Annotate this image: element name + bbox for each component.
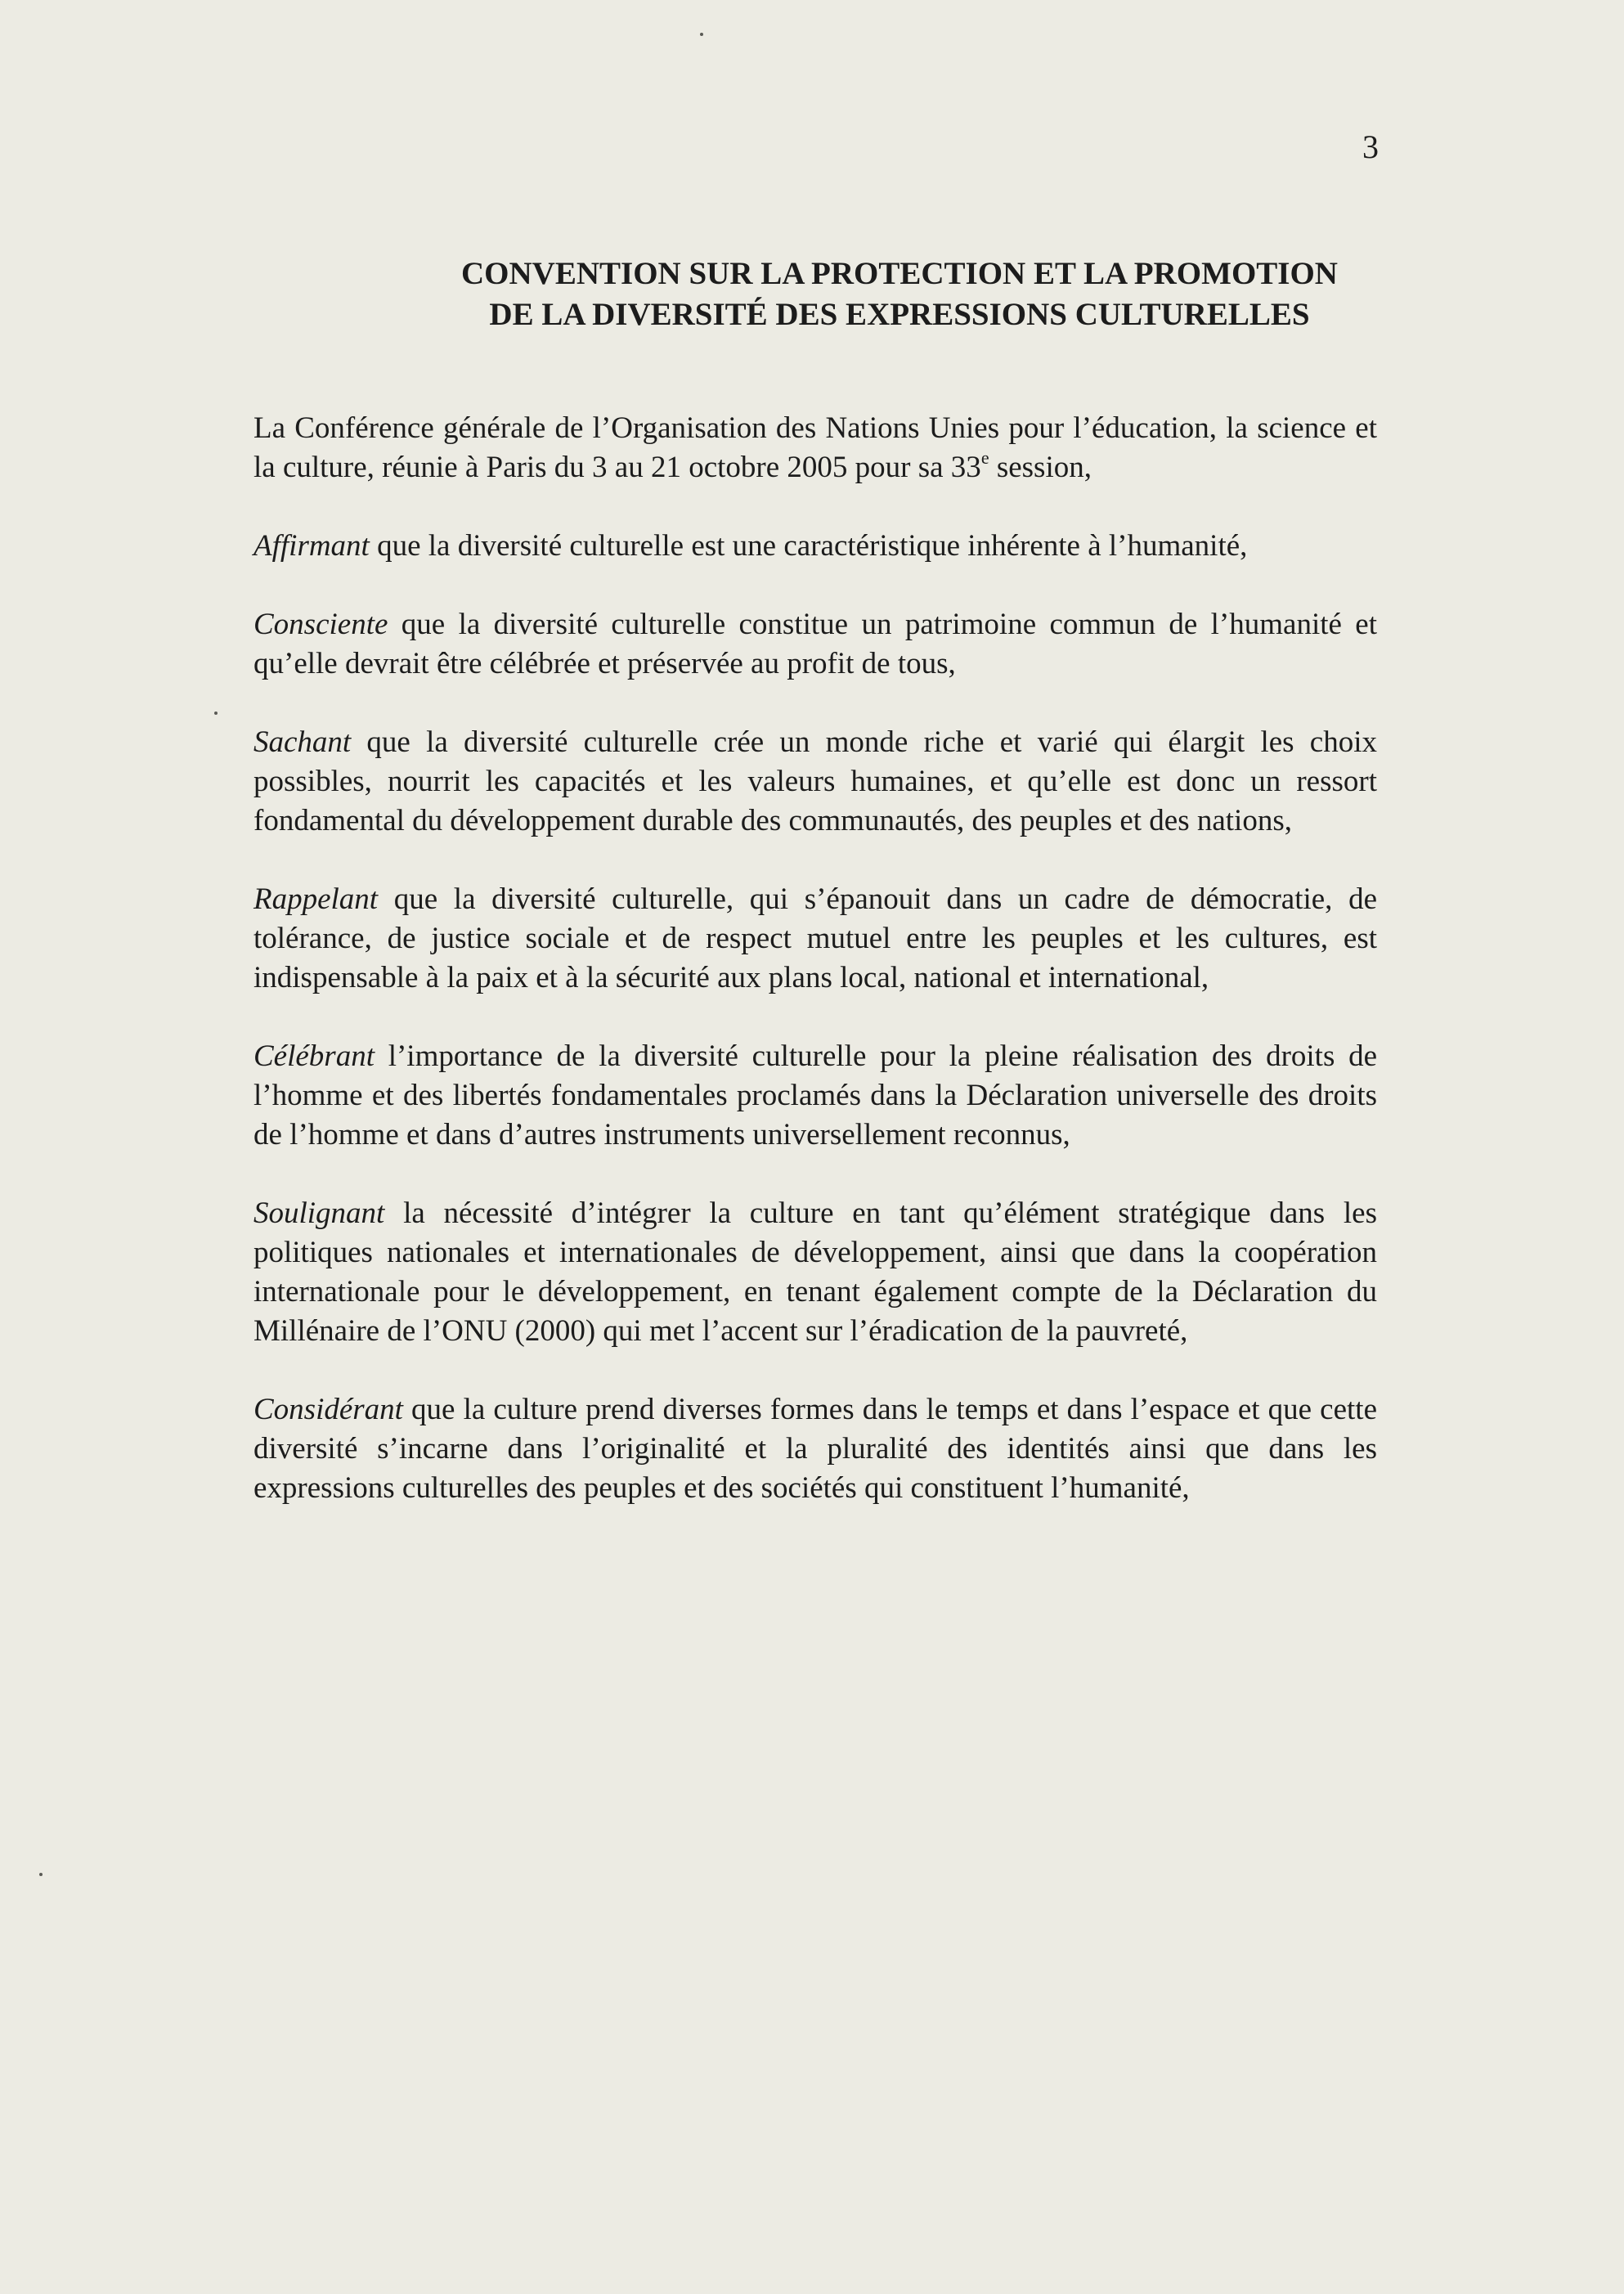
preamble-tail: session, — [989, 451, 1092, 484]
page-number: 3 — [1362, 128, 1379, 165]
preamble-paragraph — [253, 409, 1377, 487]
paragraph-consciente — [253, 605, 1377, 684]
paragraph-lead: Considérant — [253, 1393, 403, 1426]
paragraph-text: que la culture prend diverses formes dans le temps et dans l’espace et que cette diversité s’incarne dans l’originalité et la pluralité des identités ainsi que dans les expressions culturelles des peuples et des sociétés qui constituent l’humanité, — [253, 1393, 1377, 1505]
paragraph-sachant — [253, 723, 1377, 841]
paragraph-lead: Sachant — [253, 725, 352, 759]
paragraph-rappelant — [253, 880, 1377, 998]
scan-speck — [214, 712, 218, 715]
paragraph-text: que la diversité culturelle crée un monde riche et varié qui élargit les choix possibles, nourrit les capacités et les valeurs humaines, et qu’elle est donc un ressort fondamental du développement durable des communautés, des peuples et des nations, — [253, 725, 1377, 837]
paragraph-text: la nécessité d’intégrer la culture en tant qu’élément stratégique dans les politiques nationales et internationales de développement, ainsi que dans la coopération internationale pour le développement, en tenant également compte de la Déclaration du Millénaire de l’ONU (2000) qui met l’accent sur l’éradication de la pauvreté, — [253, 1196, 1377, 1348]
paragraph-text: que la diversité culturelle constitue un patrimoine commun de l’humanité et qu’elle devrait être célébrée et préservée au profit de tous, — [253, 608, 1377, 680]
paragraph-lead: Affirmant — [253, 529, 370, 563]
preamble-text: La Conférence générale de l’Organisation des Nations Unies pour l’éducation, la science et la culture, réunie à Paris du 3 au 21 octobre 2005 pour sa 33 — [253, 411, 1377, 484]
document-body — [253, 409, 1377, 1547]
paragraph-considerant — [253, 1390, 1377, 1508]
paragraph-affirmant — [253, 527, 1377, 566]
paragraph-text: que la diversité culturelle est une caractéristique inhérente à l’humanité, — [369, 529, 1248, 563]
session-superscript: e — [980, 447, 989, 468]
scan-speck — [700, 33, 703, 36]
paragraph-text: l’importance de la diversité culturelle pour la pleine réalisation des droits de l’homme et des libertés fondamentales proclamés dans la Déclaration universelle des droits de l’homme et dans d’autres instruments universellement reconnus, — [253, 1039, 1377, 1151]
paragraph-celebrant — [253, 1037, 1377, 1155]
paragraph-lead: Célébrant — [253, 1039, 375, 1073]
paragraph-soulignant — [253, 1194, 1377, 1351]
scan-speck — [39, 1873, 43, 1876]
paragraph-lead: Soulignant — [253, 1196, 385, 1230]
paragraph-text: que la diversité culturelle, qui s’épanouit dans un cadre de démocratie, de tolérance, de justice sociale et de respect mutuel entre les peuples et les cultures, est indispensable à la paix et à la sécurité aux plans local, national et international, — [253, 882, 1377, 994]
title-line-1: CONVENTION SUR LA PROTECTION ET LA PROMOTION — [461, 256, 1338, 291]
paragraph-lead: Consciente — [253, 608, 388, 641]
title-line-2: DE LA DIVERSITÉ DES EXPRESSIONS CULTURELLES — [489, 297, 1310, 332]
paragraph-lead: Rappelant — [253, 882, 379, 916]
document-title — [245, 254, 1554, 335]
